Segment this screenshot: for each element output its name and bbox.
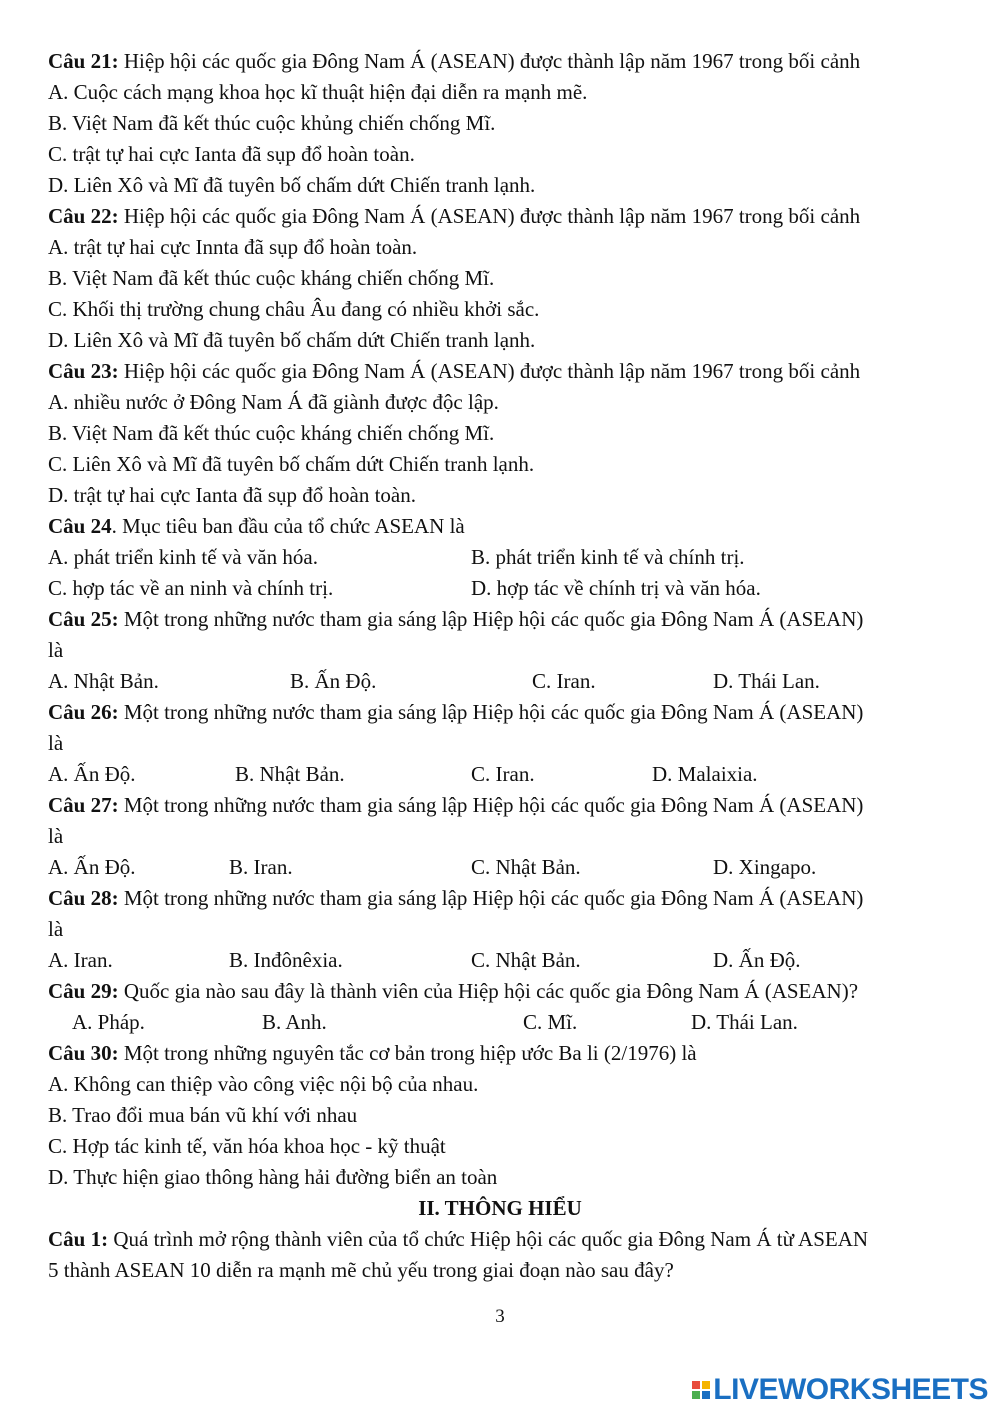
question-label: Câu 23: [48,359,119,383]
page-number: 3 [495,1306,505,1327]
question-28-option-a: A. Iran. [48,948,113,972]
question-30-option-a: A. Không can thiệp vào công việc nội bộ của nhau. [48,1072,479,1096]
question-21-option-d: D. Liên Xô và Mĩ đã tuyên bố chấm dứt Chiến tranh lạnh. [48,173,536,197]
logo-square [692,1381,700,1389]
question-label: Câu 22: [48,204,119,228]
question-23-stem: Câu 23: Hiệp hội các quốc gia Đông Nam Á (ASEAN) được thành lập năm 1967 trong bối cảnh [48,359,861,383]
question-25-stem-continued: là [48,638,64,662]
question-24-option-d: D. hợp tác về chính trị và văn hóa. [471,576,761,600]
question-29-stem: Câu 29: Quốc gia nào sau đây là thành viên của Hiệp hội các quốc gia Đông Nam Á (ASEAN)? [48,979,859,1003]
question-26-option-a: A. Ấn Độ. [48,762,136,786]
question-25-option-a: A. Nhật Bản. [48,669,159,693]
question-26-option-d: D. Malaixia. [652,762,758,786]
question-21-option-c: C. trật tự hai cực Ianta đã sụp đổ hoàn toàn. [48,142,415,166]
question-28-option-c: C. Nhật Bản. [471,948,581,972]
question-label: Câu 30: [48,1041,119,1065]
logo-square [692,1391,700,1399]
question-label: Câu 1: [48,1227,109,1251]
question-28-stem-continued: là [48,917,64,941]
question-26-option-b: B. Nhật Bản. [235,762,345,786]
question-24-option-b: B. phát triển kinh tế và chính trị. [471,545,745,569]
question-30-option-b: B. Trao đổi mua bán vũ khí với nhau [48,1103,358,1127]
question-29-option-a: A. Pháp. [72,1010,145,1034]
question-28-option-d: D. Ấn Độ. [713,948,801,972]
question-30-stem: Câu 30: Một trong những nguyên tắc cơ bản trong hiệp ước Ba li (2/1976) là [48,1041,697,1065]
question-21-option-a: A. Cuộc cách mạng khoa học kĩ thuật hiện đại diễn ra mạnh mẽ. [48,80,588,104]
question-26-stem: Câu 26: Một trong những nước tham gia sáng lập Hiệp hội các quốc gia Đông Nam Á (ASEAN) [48,700,864,724]
question-label: Câu 28: [48,886,119,910]
question-26-options [48,759,960,790]
question-30-option-d: D. Thực hiện giao thông hàng hải đường biển an toàn [48,1165,498,1189]
question-label: Câu 25: [48,607,119,631]
question-30-option-c: C. Hợp tác kinh tế, văn hóa khoa học - kỹ thuật [48,1134,446,1158]
question-23-option-a: A. nhiều nước ở Đông Nam Á đã giành được độc lập. [48,390,499,414]
question-23-option-b: B. Việt Nam đã kết thúc cuộc kháng chiến chống Mĩ. [48,421,495,445]
question-22-option-b: B. Việt Nam đã kết thúc cuộc kháng chiến chống Mĩ. [48,266,495,290]
question-21-stem: Câu 21: Hiệp hội các quốc gia Đông Nam Á (ASEAN) được thành lập năm 1967 trong bối cảnh [48,49,861,73]
question-label: Câu 24 [48,514,112,538]
question-27-option-c: C. Nhật Bản. [471,855,581,879]
question-29-options [48,1007,960,1038]
question-29-option-c: C. Mĩ. [523,1010,578,1034]
section-heading: II. THÔNG HIỂU [418,1196,582,1220]
liveworksheets-logo [692,1372,988,1408]
question-24-stem: Câu 24. Mục tiêu ban đầu của tổ chức ASEAN là [48,514,465,538]
question-22-option-d: D. Liên Xô và Mĩ đã tuyên bố chấm dứt Chiến tranh lạnh. [48,328,536,352]
question-23-option-c: C. Liên Xô và Mĩ đã tuyên bố chấm dứt Chiến tranh lạnh. [48,452,535,476]
liveworksheets-logo-icon [692,1381,710,1399]
question-25-option-c: C. Iran. [532,669,596,693]
question-28-options [48,945,960,976]
question-25-option-d: D. Thái Lan. [713,669,820,693]
question-27-option-b: B. Iran. [229,855,293,879]
question-label: Câu 29: [48,979,119,1003]
question-27-option-d: D. Xingapo. [713,855,817,879]
question-21-option-b: B. Việt Nam đã kết thúc cuộc khủng chiến chống Mĩ. [48,111,496,135]
question-23-option-d: D. trật tự hai cực Ianta đã sụp đổ hoàn toàn. [48,483,416,507]
question-24-option-a: A. phát triển kinh tế và văn hóa. [48,545,319,569]
logo-square [702,1381,710,1389]
question-22-stem: Câu 22: Hiệp hội các quốc gia Đông Nam Á (ASEAN) được thành lập năm 1967 trong bối cảnh [48,204,861,228]
question-27-stem: Câu 27: Một trong những nước tham gia sáng lập Hiệp hội các quốc gia Đông Nam Á (ASEAN) [48,793,864,817]
question-25-stem: Câu 25: Một trong những nước tham gia sáng lập Hiệp hội các quốc gia Đông Nam Á (ASEAN) [48,607,864,631]
question-27-stem-continued: là [48,824,64,848]
question-22-option-a: A. trật tự hai cực Innta đã sụp đổ hoàn toàn. [48,235,418,259]
question-29-option-d: D. Thái Lan. [691,1010,798,1034]
question-28-stem: Câu 28: Một trong những nước tham gia sáng lập Hiệp hội các quốc gia Đông Nam Á (ASEAN) [48,886,864,910]
question-26-option-c: C. Iran. [471,762,535,786]
logo-square [702,1391,710,1399]
question-26-stem-continued: là [48,731,64,755]
question-25-option-b: B. Ấn Độ. [290,669,377,693]
question-24-option-c: C. hợp tác về an ninh và chính trị. [48,576,334,600]
question-24-options-row-1 [48,542,960,573]
question-29-option-b: B. Anh. [262,1010,327,1034]
question-22-option-c: C. Khối thị trường chung châu Âu đang có nhiều khởi sắc. [48,297,540,321]
question-27-option-a: A. Ấn Độ. [48,855,136,879]
question-28-option-b: B. Inđônêxia. [229,948,343,972]
question-label: Câu 27: [48,793,119,817]
question-25-options [48,666,960,697]
question-label: Câu 21: [48,49,119,73]
question-24-options-row-2 [48,573,960,604]
question-label: Câu 26: [48,700,119,724]
question-27-options [48,852,960,883]
liveworksheets-logo-text: LIVEWORKSHEETS [713,1373,988,1406]
question-1-stem-continued: 5 thành ASEAN 10 diễn ra mạnh mẽ chủ yếu trong giai đoạn nào sau đây? [48,1258,674,1282]
question-1-stem: Câu 1: Quá trình mở rộng thành viên của tổ chức Hiệp hội các quốc gia Đông Nam Á từ ASEAN [48,1227,869,1251]
